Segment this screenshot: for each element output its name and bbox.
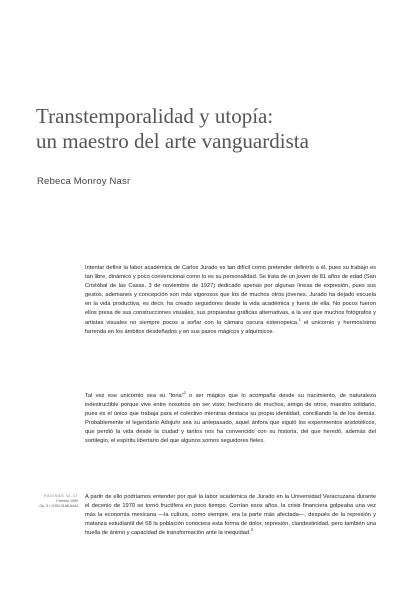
footnote-ref-3[interactable]: 3 [250,528,253,533]
body-paragraph-2 [85,392,376,447]
body-paragraph-1 [85,264,376,337]
title-line-2: un maestro del arte vanguardista [36,129,309,153]
author-name: Rebeca Monroy Nasr [37,176,131,187]
footnote-ref-2[interactable]: 2 [183,391,186,396]
p2-text: Tal vez ese unicornio sea su “tona” [85,393,184,399]
p2-text-end: o ser mágico que lo acompaña desde su nacimiento, de naturaleza indestructible porque vive entre nosotros sin ser visto; hechicero de muchos, amigo de otros, maestro solidario, pues es el único que trabaja para el colectivo mientras destaca su propia identidad, conciliando la de los demás. Probablemente el legendario Adojuhr sea su antepasado, aquel ánfora que siguió los experimentos aristotélicos, que perdió la vida desde la ciudad y tantos nos ha convencido con su historia, del que heredó, además del sortilegio, el espíritu libertario del que algunos somos seguidores fieles. [85,393,376,445]
sidebar-publication-meta [36,494,78,510]
footnote-ref-1[interactable]: 1 [298,317,301,322]
body-paragraph-3 [85,493,376,538]
p1-text: Intentar definir la labor académica de Carlos Jurado es tan difícil como pretender definirlo a él, pues su trabajo es tan libre, dinámico y poco convencional como lo es su personalidad. Se trata de un joven de 81 años de edad (San Cristóbal de las Casas, 3 de noviembre de 1927) dedicado apenas por algunas líneas de expresión, pues sus gestos, ademanes y concepción son más vigorosos que los de muchos otros jóvenes. Jurado ha dejado escuela en la vida productiva, es decir, ha creado seguidores desde la vida académica y fuera de ella. No pocos fueron ellos presa de sus construcciones visuales, sus propuestas gráficas alternativas, a la vez que muchos fotógrafos y artistas visuales no siempre pocos a soñar con la cámara oscura estenopeica, [85,265,376,326]
meta-line-1: PÁGINAS 42-47 [44,494,78,498]
article-title [36,104,356,154]
meta-line-3: Op. 3 • ISSN 0188-6444 [39,504,78,509]
title-line-1: Transtemporalidad y utopía: [36,104,274,128]
meta-line-2: Febrero 1999 [56,499,78,504]
p3-text: A partir de ello podríamos entender por qué la labor académica de Jurado en la Universidad Veracruzana durante el decenio de 1970 se tornó fructífera en poco tiempo. Corrían esos años, la crisis financiera golpeaba una vez más la economía mexicana —la cultura, como siempre, era la parte más afectada—, después de la represión y matanza estudiantil del 68 la población conociera esta forma de dolor, represión, clandestinidad, pero también una huella de ánimo y capacidad de transformación ante la inequidad. [85,494,376,537]
p1-text-end: el unicornio y hermosísimo farrenda en los ámbitos desdeñados y en sus pasos mágicos y alquímicos. [85,319,376,335]
